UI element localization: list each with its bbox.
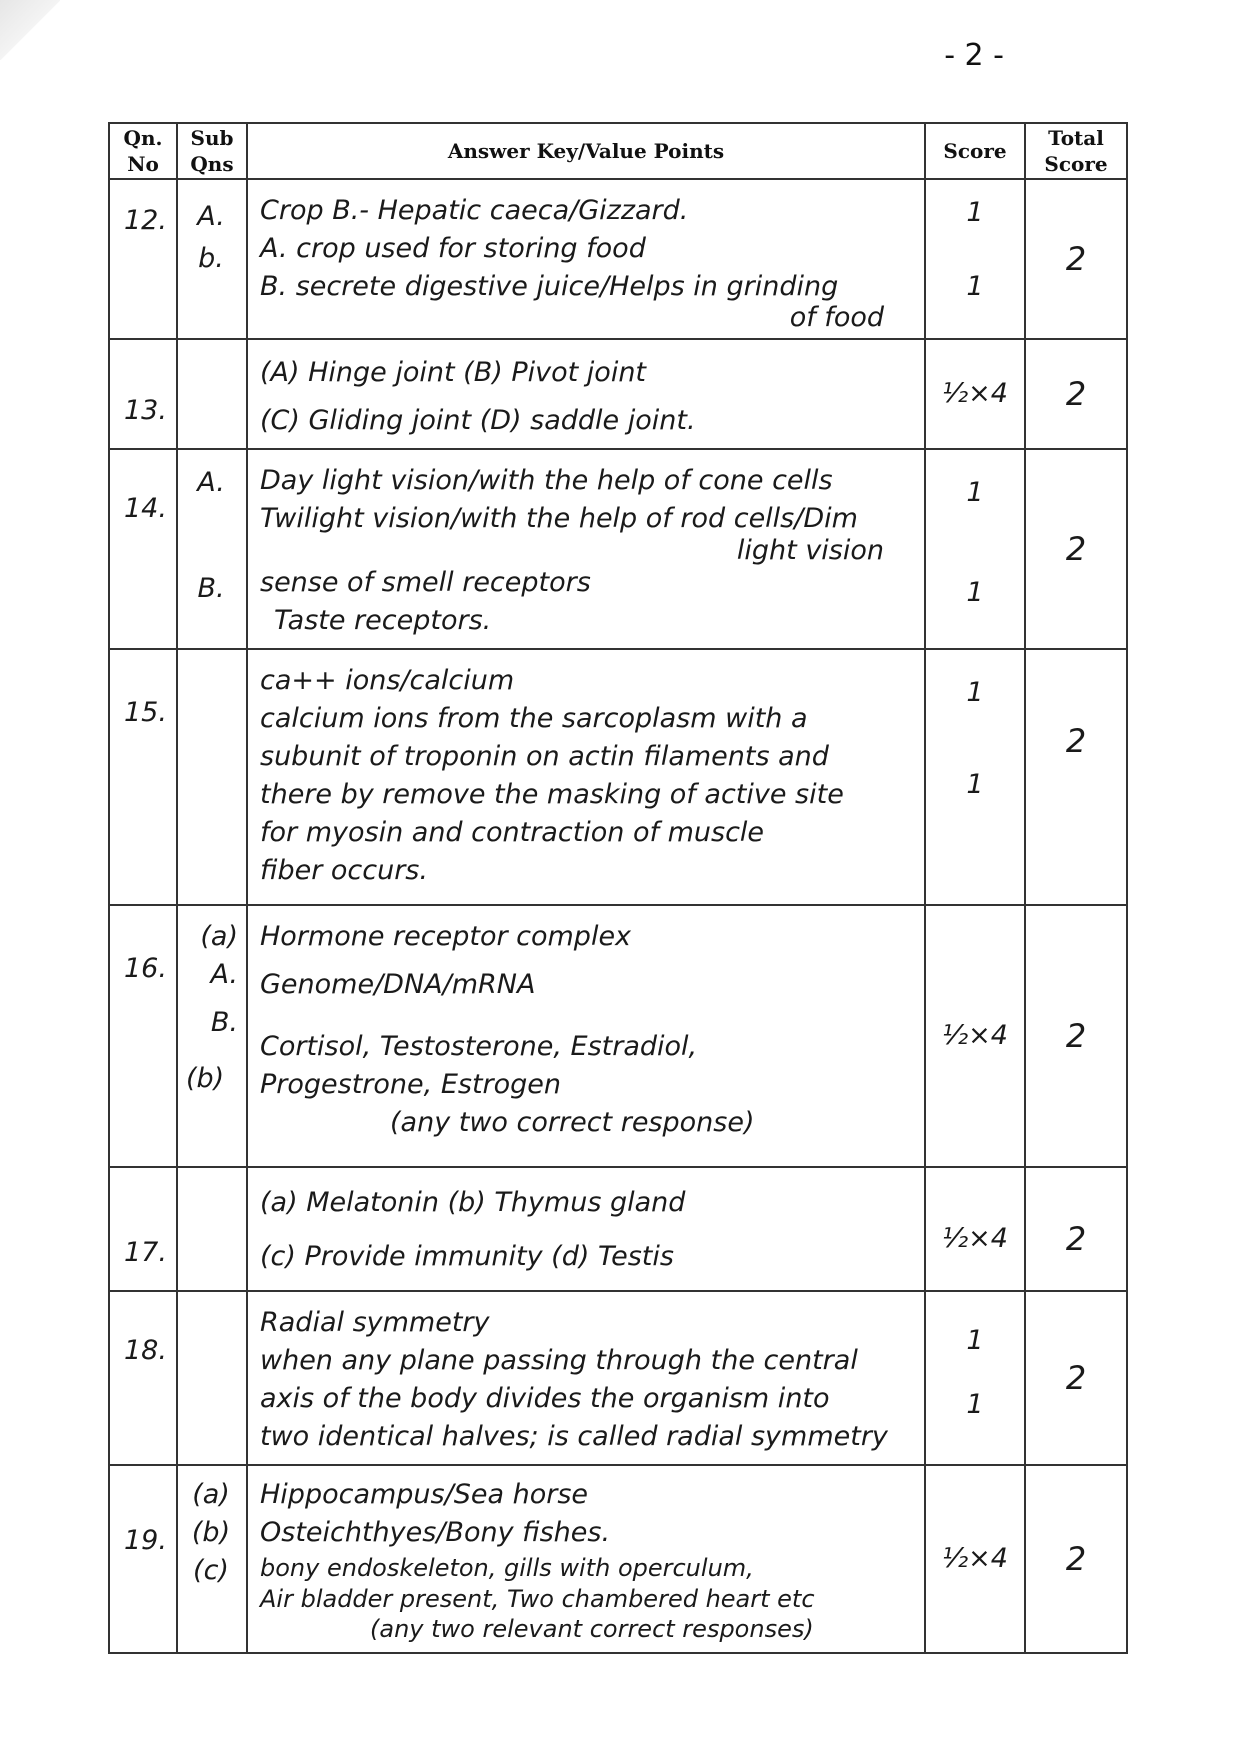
score-value: 1 [966, 477, 984, 508]
score-value: 1 [966, 577, 984, 608]
score-value: ½×4 [942, 1542, 1008, 1574]
table-row [109, 449, 1127, 649]
answer-line: sense of smell receptors [260, 567, 591, 598]
question-number: 12. [109, 179, 177, 339]
table-row [109, 339, 1127, 449]
header-qno: Qn. No [109, 123, 177, 179]
score-cell [925, 449, 1025, 649]
answer-line: A. crop used for storing food [260, 233, 646, 264]
answer-line: (A) Hinge joint (B) Pivot joint [260, 357, 647, 388]
answer-line: (any two relevant correct responses) [370, 1615, 814, 1643]
answer-line: two identical halves; is called radial symmetry [260, 1421, 888, 1452]
answer-line: (c) Provide immunity (d) Testis [260, 1241, 674, 1272]
sub-question: A. [197, 201, 225, 232]
sub-question: (b) [186, 1063, 225, 1094]
answer-line: calcium ions from the sarcoplasm with a [260, 703, 808, 734]
answer-line: Radial symmetry [260, 1307, 490, 1338]
answer-line: Osteichthyes/Bony fishes. [260, 1517, 611, 1548]
score-value: ½×4 [942, 1222, 1008, 1254]
score-cell [925, 1465, 1025, 1653]
total-score: 2 [1025, 649, 1127, 905]
sub-question: B. [197, 573, 225, 604]
answer-line: ca++ ions/calcium [260, 665, 515, 696]
answer-line: fiber occurs. [260, 855, 428, 886]
answer-line: subunit of troponin on actin filaments and [260, 741, 829, 772]
answer-cell [247, 649, 925, 905]
header-score: Score [925, 123, 1025, 179]
sub-question-cell [177, 339, 247, 449]
answer-line: for myosin and contraction of muscle [260, 817, 765, 848]
answer-cell [247, 905, 925, 1167]
answer-key-table [108, 122, 1128, 1654]
header-answer: Answer Key/Value Points [247, 123, 925, 179]
answer-line: light vision [736, 535, 884, 566]
question-number: 13. [109, 339, 177, 449]
header-total: Total Score [1025, 123, 1127, 179]
answer-line: axis of the body divides the organism into [260, 1383, 830, 1414]
answer-line: B. secrete digestive juice/Helps in grinding [260, 271, 839, 302]
sub-question: A. [197, 467, 225, 498]
sub-question: (b) [191, 1517, 231, 1548]
question-number: 17. [109, 1167, 177, 1291]
table-row [109, 1167, 1127, 1291]
score-value: 1 [966, 1325, 984, 1356]
score-value: 1 [966, 271, 984, 302]
sub-question-cell [177, 449, 247, 649]
sub-question: b. [198, 243, 224, 274]
sub-question: (c) [193, 1555, 229, 1586]
page-number: - 2 - [944, 38, 1004, 73]
answer-cell [247, 179, 925, 339]
answer-line: (C) Gliding joint (D) saddle joint. [260, 405, 696, 436]
total-score: 2 [1025, 339, 1127, 449]
table-row [109, 649, 1127, 905]
answer-cell [247, 1465, 925, 1653]
answer-line: of food [789, 302, 884, 333]
sub-question: (a) [192, 1479, 230, 1510]
score-value: 1 [966, 769, 984, 800]
answer-line: Crop B.- Hepatic caeca/Gizzard. [260, 195, 689, 226]
answer-line: Progestrone, Estrogen [260, 1069, 562, 1100]
answer-line: bony endoskeleton, gills with operculum, [260, 1554, 754, 1582]
score-value: 1 [966, 1389, 984, 1420]
question-number: 19. [109, 1465, 177, 1653]
answer-cell [247, 339, 925, 449]
sub-question: B. [210, 1007, 238, 1038]
answer-line: Twilight vision/with the help of rod cells/Dim [260, 503, 858, 534]
score-value: ½×4 [942, 1019, 1008, 1051]
answer-line: Taste receptors. [274, 605, 492, 636]
score-cell [925, 649, 1025, 905]
total-score: 2 [1025, 179, 1127, 339]
answer-cell [247, 1291, 925, 1465]
score-cell [925, 179, 1025, 339]
sub-question-cell [177, 1465, 247, 1653]
question-number: 15. [109, 649, 177, 905]
sub-question-cell [177, 1167, 247, 1291]
sub-question-cell [177, 1291, 247, 1465]
total-score: 2 [1025, 1291, 1127, 1465]
answer-line: (a) Melatonin (b) Thymus gland [260, 1187, 686, 1218]
header-row [109, 123, 1127, 179]
table-row [109, 1291, 1127, 1465]
answer-line: there by remove the masking of active site [260, 779, 844, 810]
answer-line: Hippocampus/Sea horse [260, 1479, 588, 1510]
total-score: 2 [1025, 449, 1127, 649]
question-number: 16. [109, 905, 177, 1167]
total-score: 2 [1025, 1167, 1127, 1291]
answer-line: Cortisol, Testosterone, Estradiol, [260, 1031, 698, 1062]
answer-line: Genome/DNA/mRNA [260, 969, 536, 1000]
answer-line: Hormone receptor complex [260, 921, 632, 952]
sub-question: (a) A. [200, 921, 238, 990]
header-sub: Sub Qns [177, 123, 247, 179]
score-value: ½×4 [942, 377, 1008, 409]
total-score: 2 [1025, 905, 1127, 1167]
score-value: 1 [966, 197, 984, 228]
score-cell [925, 339, 1025, 449]
score-cell [925, 905, 1025, 1167]
score-cell [925, 1291, 1025, 1465]
answer-line: Air bladder present, Two chambered heart etc [260, 1585, 815, 1613]
score-cell [925, 1167, 1025, 1291]
sub-question-cell [177, 649, 247, 905]
table-row [109, 1465, 1127, 1653]
answer-line: when any plane passing through the central [260, 1345, 858, 1376]
table-row [109, 179, 1127, 339]
question-number: 18. [109, 1291, 177, 1465]
answer-cell [247, 449, 925, 649]
answer-line: (any two correct response) [390, 1107, 755, 1138]
sub-question-cell [177, 905, 247, 1167]
total-score: 2 [1025, 1465, 1127, 1653]
score-value: 1 [966, 677, 984, 708]
sub-question-cell [177, 179, 247, 339]
answer-cell [247, 1167, 925, 1291]
page-corner-fold [0, 0, 60, 60]
answer-line: Day light vision/with the help of cone cells [260, 465, 833, 496]
question-number: 14. [109, 449, 177, 649]
table-row [109, 905, 1127, 1167]
